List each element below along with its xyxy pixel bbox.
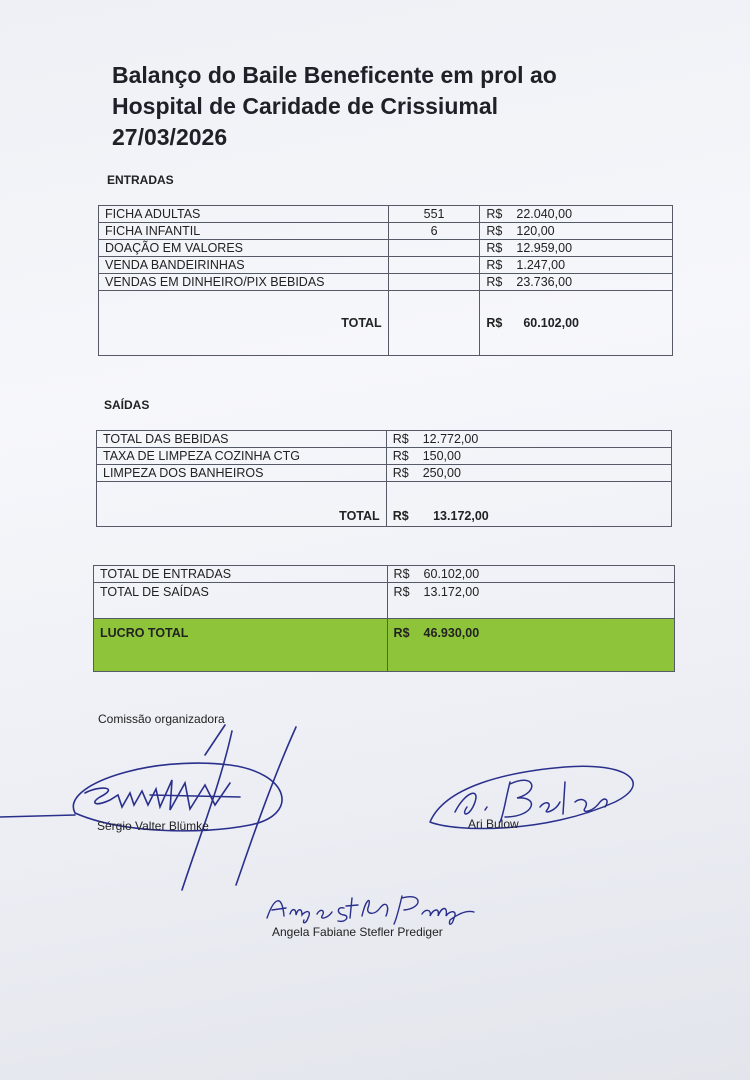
currency-symbol: R$	[486, 241, 503, 255]
entrada-label: VENDAS EM DINHEIRO/PIX BEBIDAS	[99, 274, 389, 291]
entrada-value: 23.736,00	[516, 275, 573, 289]
title-line-1: Balanço do Baile Beneficente em prol ao	[112, 62, 557, 88]
entrada-qty	[388, 240, 480, 257]
currency-symbol: R$	[486, 275, 503, 289]
total-row	[99, 291, 673, 356]
entrada-amount	[480, 223, 673, 240]
saidas-total-label: TOTAL	[97, 482, 387, 527]
entrada-value: 12.959,00	[516, 241, 573, 255]
currency-symbol: R$	[486, 258, 503, 272]
resumo-value: 13.172,00	[423, 585, 480, 599]
entradas-heading: ENTRADAS	[107, 173, 174, 187]
signer-name-1: Sérgio Valter Blümke	[97, 819, 209, 833]
signer-name-3: Angela Fabiane Stefler Prediger	[272, 925, 443, 939]
table-row	[97, 465, 672, 482]
entrada-amount	[480, 257, 673, 274]
saidas-total-amount	[386, 482, 671, 527]
saida-amount	[386, 448, 671, 465]
title-line-2: Hospital de Caridade de Crissiumal	[112, 93, 499, 119]
currency-symbol: R$	[486, 316, 503, 330]
entrada-label: FICHA INFANTIL	[99, 223, 389, 240]
signature-angela	[262, 888, 482, 928]
currency-symbol: R$	[392, 509, 409, 523]
lucro-total-value: 46.930,00	[423, 626, 480, 640]
saida-amount	[386, 465, 671, 482]
entradas-table	[98, 205, 673, 356]
saida-label: LIMPEZA DOS BANHEIROS	[97, 465, 387, 482]
signature-ari	[425, 762, 640, 837]
saida-amount	[386, 431, 671, 448]
signature-sergio	[0, 725, 310, 900]
resumo-label: TOTAL DE ENTRADAS	[94, 566, 388, 583]
table-row	[94, 583, 675, 619]
table-row	[99, 223, 673, 240]
entrada-amount	[480, 206, 673, 223]
entrada-qty: 6	[388, 223, 480, 240]
saida-value: 12.772,00	[422, 432, 479, 446]
table-row	[97, 448, 672, 465]
resumo-amount	[387, 566, 674, 583]
saida-value: 150,00	[422, 449, 461, 463]
signatures-heading: Comissão organizadora	[98, 712, 225, 726]
entrada-amount	[480, 274, 673, 291]
empty-cell	[388, 291, 480, 356]
entrada-qty	[388, 274, 480, 291]
currency-symbol: R$	[392, 466, 409, 480]
saida-value: 250,00	[422, 466, 461, 480]
currency-symbol: R$	[392, 432, 409, 446]
table-row	[94, 566, 675, 583]
currency-symbol: R$	[486, 207, 503, 221]
title-date: 27/03/2026	[112, 124, 228, 150]
table-row	[97, 431, 672, 448]
entrada-label: FICHA ADULTAS	[99, 206, 389, 223]
saida-label: TOTAL DAS BEBIDAS	[97, 431, 387, 448]
entrada-label: VENDA BANDEIRINHAS	[99, 257, 389, 274]
saidas-total-value: 13.172,00	[433, 509, 489, 523]
resumo-amount	[387, 583, 674, 619]
resumo-label: TOTAL DE SAÍDAS	[94, 583, 388, 619]
currency-symbol: R$	[486, 224, 503, 238]
entrada-qty: 551	[388, 206, 480, 223]
saidas-table	[96, 430, 672, 527]
lucro-total-label: LUCRO TOTAL	[94, 619, 388, 672]
table-row	[99, 206, 673, 223]
resumo-table	[93, 565, 675, 672]
currency-symbol: R$	[393, 626, 410, 640]
currency-symbol: R$	[393, 567, 410, 581]
total-row	[97, 482, 672, 527]
signer-name-2: Ari Bulow	[468, 817, 519, 831]
entrada-value: 22.040,00	[516, 207, 573, 221]
entrada-qty	[388, 257, 480, 274]
entradas-total-label: TOTAL	[99, 291, 389, 356]
entrada-amount	[480, 240, 673, 257]
entradas-total-value: 60.102,00	[523, 316, 579, 330]
document-title	[112, 60, 672, 153]
entrada-value: 120,00	[516, 224, 555, 238]
currency-symbol: R$	[393, 585, 410, 599]
table-row	[99, 240, 673, 257]
table-row	[99, 274, 673, 291]
table-row	[99, 257, 673, 274]
entradas-total-amount	[480, 291, 673, 356]
resumo-value: 60.102,00	[423, 567, 480, 581]
saida-label: TAXA DE LIMPEZA COZINHA CTG	[97, 448, 387, 465]
lucro-row	[94, 619, 675, 672]
entrada-value: 1.247,00	[516, 258, 566, 272]
entrada-label: DOAÇÃO EM VALORES	[99, 240, 389, 257]
saidas-heading: SAÍDAS	[104, 398, 150, 412]
currency-symbol: R$	[392, 449, 409, 463]
lucro-total-amount	[387, 619, 674, 672]
